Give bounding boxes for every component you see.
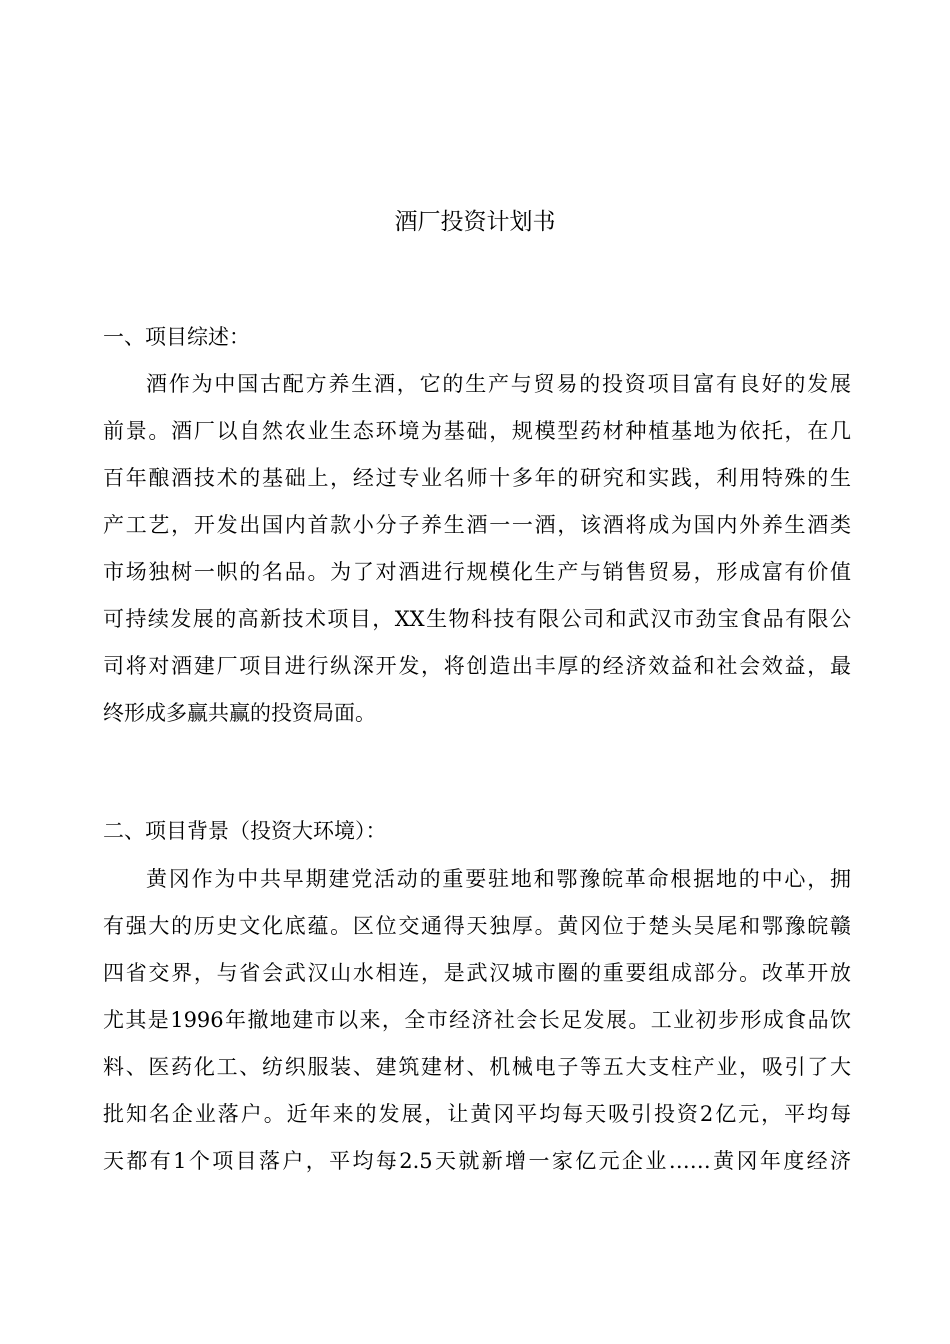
paragraph-line: 前景。酒厂以自然农业生态环境为基础，规模型药材种植基地为依托，在几 xyxy=(103,419,851,443)
paragraph-line: 司将对酒建厂项目进行纵深开发，将创造出丰厚的经济效益和社会效益，最 xyxy=(103,654,851,678)
paragraph-line: 市场独树一帜的名品。为了对酒进行规模化生产与销售贸易，形成富有价值 xyxy=(103,560,851,584)
paragraph-line: 批知名企业落户。近年来的发展，让黄冈平均每天吸引投资2亿元，平均每 xyxy=(103,1102,851,1126)
paragraph-line: 可持续发展的高新技术项目，XX生物科技有限公司和武汉市劲宝食品有限公 xyxy=(103,607,851,631)
paragraph-line: 尤其是1996年撤地建市以来，全市经济社会长足发展。工业初步形成食品饮 xyxy=(103,1008,851,1032)
paragraph-line: 黄冈作为中共早期建党活动的重要驻地和鄂豫皖革命根据地的中心，拥 xyxy=(146,867,851,891)
section-heading-background: 二、项目背景（投资大环境）： xyxy=(103,819,387,843)
paragraph-line: 四省交界，与省会武汉山水相连，是武汉城市圈的重要组成部分。改革开放 xyxy=(103,961,851,985)
paragraph-line: 有强大的历史文化底蕴。区位交通得天独厚。黄冈位于楚头吴尾和鄂豫皖赣 xyxy=(103,914,851,938)
document-title: 酒厂投资计划书 xyxy=(394,209,556,235)
paragraph-line: 酒作为中国古配方养生酒，它的生产与贸易的投资项目富有良好的发展 xyxy=(146,372,851,396)
paragraph-line: 产工艺，开发出国内首款小分子养生酒一一酒，该酒将成为国内外养生酒类 xyxy=(103,513,851,537)
section-heading-overview: 一、项目综述： xyxy=(103,325,250,349)
paragraph-line: 终形成多赢共赢的投资局面。 xyxy=(103,701,376,725)
paragraph-background xyxy=(103,864,851,1193)
paragraph-line: 天都有1个项目落户，平均每2.5天就新增一家亿元企业……黄冈年度经济 xyxy=(103,1149,851,1173)
paragraph-overview xyxy=(103,369,851,745)
paragraph-line: 料、医药化工、纺织服装、建筑建材、机械电子等五大支柱产业，吸引了大 xyxy=(103,1055,851,1079)
paragraph-line: 百年酿酒技术的基础上，经过专业名师十多年的研究和实践，利用特殊的生 xyxy=(103,466,851,490)
